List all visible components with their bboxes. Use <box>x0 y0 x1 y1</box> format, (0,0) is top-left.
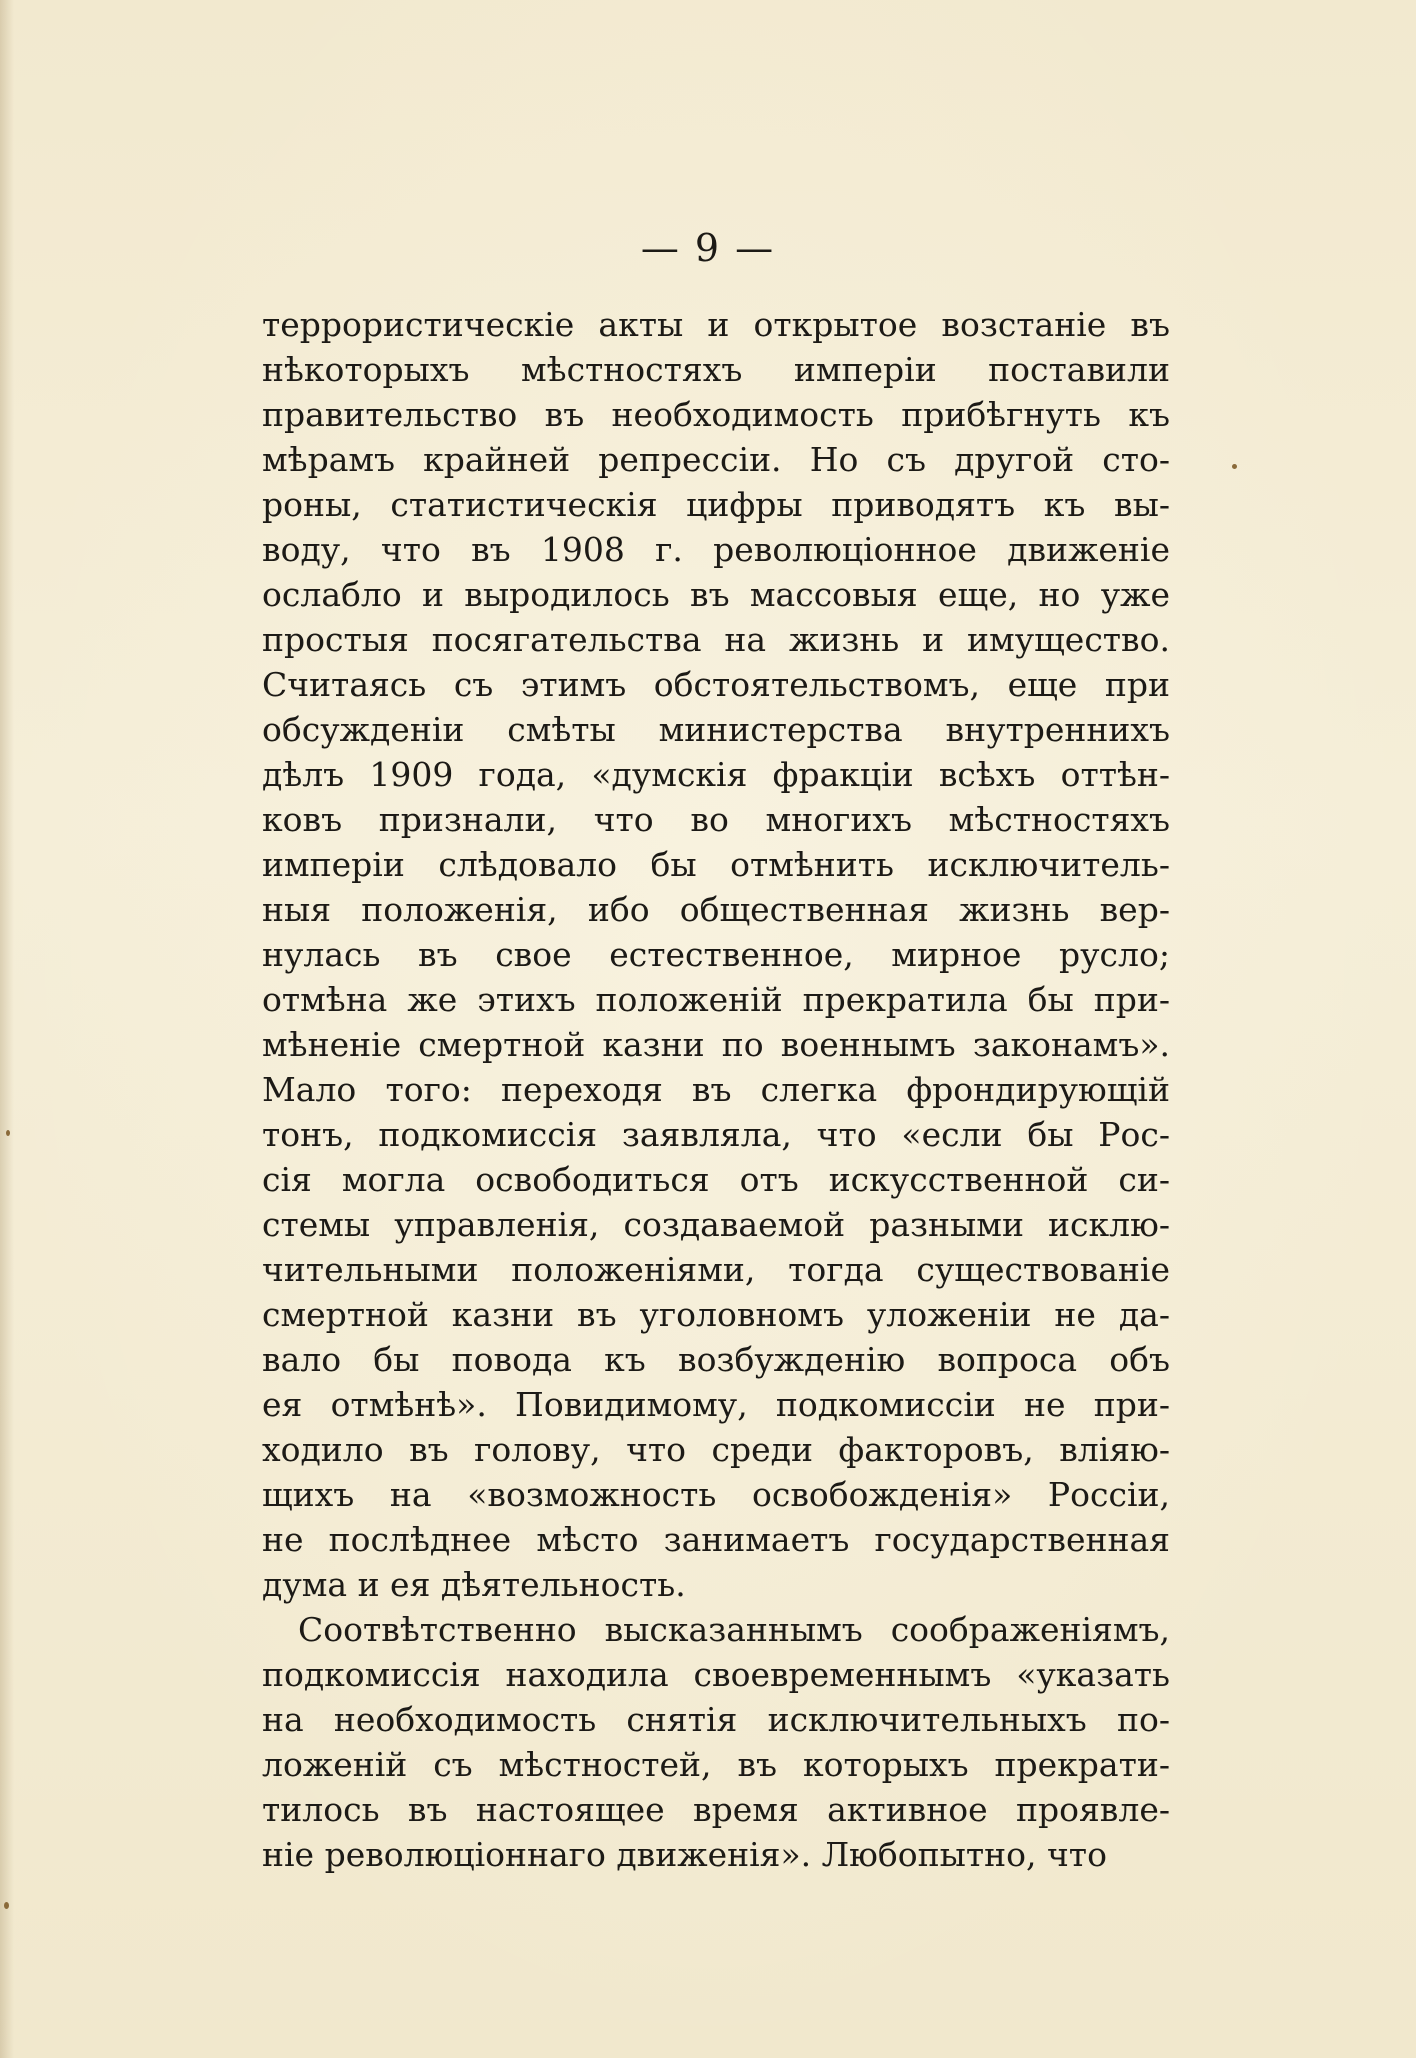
text-line: вало бы повода къ возбужденію вопроса объ <box>262 1340 1170 1379</box>
text-line: ея отмѣнѣ». Повидимому, подкомиссіи не при- <box>262 1385 1170 1424</box>
text-line: тонъ, подкомиссія заявляла, что «если бы Рос- <box>262 1115 1170 1154</box>
text-line: щихъ на «возможность освобожденія» Россіи, <box>262 1475 1170 1514</box>
text-line: отмѣна же этихъ положеній прекратила бы при- <box>262 980 1170 1019</box>
text-line: воду, что въ 1908 г. революціонное движеніе <box>262 530 1170 569</box>
text-line: нулась въ свое естественное, мирное русло; <box>262 935 1170 974</box>
text-line: дѣлъ 1909 года, «думскія фракціи всѣхъ оттѣн- <box>262 755 1170 794</box>
text-line: ныя положенія, ибо общественная жизнь вер- <box>262 890 1170 929</box>
paper-speck <box>6 1130 10 1136</box>
paper-speck <box>4 1902 9 1909</box>
text-line: Мало того: переходя въ слегка фрондирующій <box>262 1070 1170 1109</box>
text-line: Считаясь съ этимъ обстоятельствомъ, еще при <box>262 665 1170 704</box>
body-text <box>262 302 1170 1877</box>
text-line: ніе революціоннаго движенія». Любопытно, что <box>262 1835 1107 1874</box>
page-edge-shadow <box>0 0 14 2058</box>
text-line: простыя посягательства на жизнь и имущество. <box>262 620 1170 659</box>
text-line: подкомиссія находила своевременнымъ «указать <box>262 1655 1170 1694</box>
text-line: мѣрамъ крайней репрессіи. Но съ другой сто- <box>262 440 1170 479</box>
paragraph-2 <box>262 1607 1170 1877</box>
text-line: нѣкоторыхъ мѣстностяхъ имперіи поставили <box>262 350 1170 389</box>
paper-speck <box>1232 464 1237 469</box>
text-line: террористическіе акты и открытое возстаніе въ <box>262 305 1170 344</box>
paragraph-1 <box>262 302 1170 1607</box>
text-line: сія могла освободиться отъ искусственной си- <box>262 1160 1170 1199</box>
text-line: роны, статистическія цифры приводятъ къ вы- <box>262 485 1170 524</box>
text-line: чительными положеніями, тогда существованіе <box>262 1250 1170 1289</box>
text-line: имперіи слѣдовало бы отмѣнить исключитель- <box>262 845 1170 884</box>
text-line: на необходимость снятія исключительныхъ по- <box>262 1700 1170 1739</box>
text-line: не послѣднее мѣсто занимаетъ государственная <box>262 1520 1170 1559</box>
text-line: правительство въ необходимость прибѣгнуть къ <box>262 395 1170 434</box>
text-line: смертной казни въ уголовномъ уложеніи не да- <box>262 1295 1170 1334</box>
text-line: ковъ признали, что во многихъ мѣстностяхъ <box>262 800 1170 839</box>
text-line: ослабло и выродилось въ массовыя еще, но уже <box>262 575 1170 614</box>
text-line: ходило въ голову, что среди факторовъ, вліяю- <box>262 1430 1170 1469</box>
text-line: дума и ея дѣятельность. <box>262 1565 686 1604</box>
text-line: Соотвѣтственно высказаннымъ соображеніямъ, <box>298 1610 1170 1649</box>
page-number: — 9 — <box>640 226 776 270</box>
text-line: обсужденіи смѣты министерства внутреннихъ <box>262 710 1170 749</box>
text-line: тилось въ настоящее время активное проявле- <box>262 1790 1170 1829</box>
text-line: ложеній съ мѣстностей, въ которыхъ прекрати- <box>262 1745 1170 1784</box>
text-line: мѣненіе смертной казни по военнымъ законамъ». <box>262 1025 1170 1064</box>
text-line: стемы управленія, создаваемой разными исклю- <box>262 1205 1170 1244</box>
